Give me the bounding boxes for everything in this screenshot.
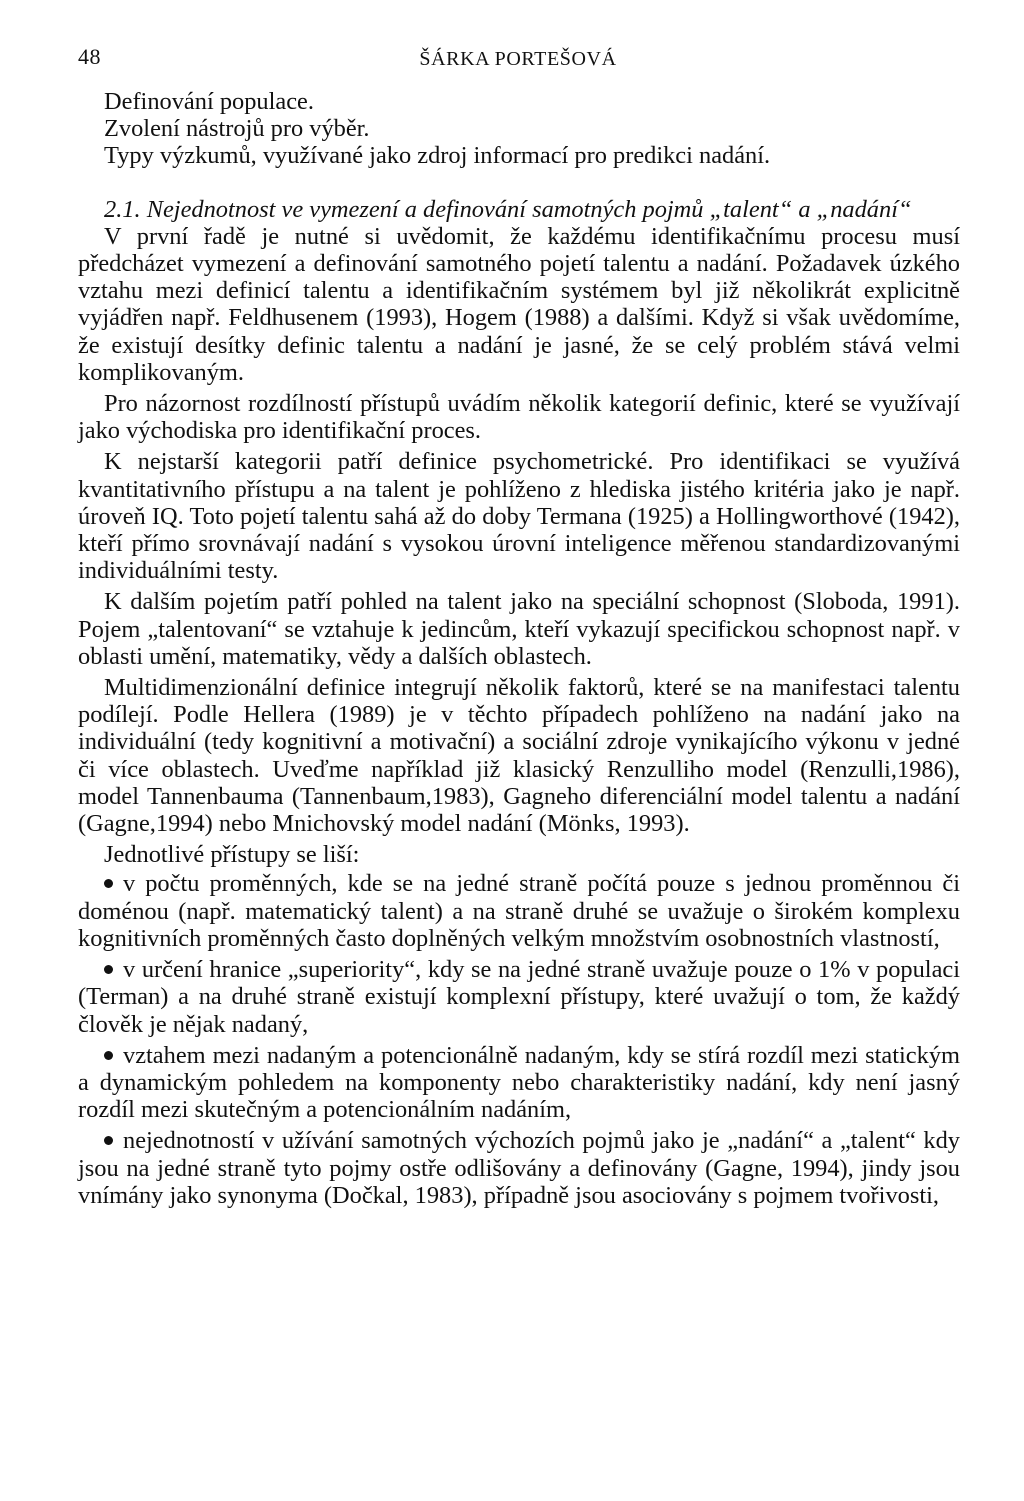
paragraph: Multidimenzionální definice integrují několik faktorů, které se na manifestaci talentu podílejí. Podle Hellera (1989) je v těchto případech pohlíženo na nadání jako na individuální (tedy kognitivní a motivační) a sociální zdroje vynikajícího výkonu v jedné či více oblastech. Uveďme například již klasický Renzulliho model (Renzulli,1986), model Tannenbauma (Tannenbaum,1983), Gagneho diferenciální model talentu a nadání (Gagne,1994) nebo Mnichovský model nadání (Mönks, 1993). [78,674,960,838]
bullet-text: v počtu proměnných, kde se na jedné straně počítá pouze s jednou proměnnou či doménou (např. matematický talent) a na straně druhé se uvažuje o širokém komplexu kognitivních proměnných často doplněných velkým množstvím osobnostních vlastností, [78,870,960,952]
intro-line: Zvolení nástrojů pro výběr. [104,115,370,143]
section-heading [78,196,960,223]
running-head [78,44,958,74]
intro-line: Definování populace. [104,88,314,115]
intro-line: Typy výzkumů, využívané jako zdroj informací pro predikci nadání. [104,142,771,170]
bullet-text: nejednotností v užívání samotných výchozích pojmů jako je „nadání“ a „talent“ kdy jsou na jedné straně tyto pojmy ostře odlišovány a definovány (Gagne, 1994), jindy jsou vnímány jako synonyma (Dočkal, 1983), případně jsou asociovány s pojmem tvořivosti, [78,1127,960,1209]
bullet-icon [104,879,113,888]
section-number: 2.1. [104,195,141,223]
bullet-icon [104,1136,113,1145]
bullet-item [78,1127,960,1209]
section-title: Nejednotnost ve vymezení a definování samotných pojmů „talent“ a „nadání“ [146,195,912,223]
bullet-item [78,956,960,1038]
bullet-item [78,1042,960,1124]
intro-list [78,88,960,170]
paragraph: Jednotlivé přístupy se liší: [104,841,360,869]
paragraph: V první řadě je nutné si uvědomit, že každému identifikačnímu procesu musí předcházet vymezení a definování samotného pojetí talentu a nadání. Požadavek úzkého vztahu mezi definicí talentu a identifikačním systémem byl již několikrát explicitně vyjádřen např. Feldhusenem (1993), Hogem (1988) a dalšími. Když si však uvědomíme, že existují desítky definic talentu a nadání je jasné, že se celý problém stává velmi komplikovaným. [78,222,960,386]
bullet-item [78,870,960,952]
page-number: 48 [78,44,101,69]
bullet-text: v určení hranice „superiority“, kdy se na jedné straně uvažuje pouze o 1% v populaci (Terman) a na druhé straně existují komplexní přístupy, které uvažují o tom, že každý člověk je nějak nadaný, [78,956,960,1038]
paragraph: K dalším pojetím patří pohled na talent jako na speciální schopnost (Sloboda, 1991). Pojem „talentovaní“ se vztahuje k jedincům, kteří vykazují specifickou schopnost např. v oblasti umění, matematiky, vědy a dalších oblastech. [78,588,960,670]
paragraph: K nejstarší kategorii patří definice psychometrické. Pro identifikaci se využívá kvantitativního přístupu a na talent je pohlíženo z hlediska jistého kritéria jako je např. úroveň IQ. Toto pojetí talentu sahá až do doby Termana (1925) a Hollingworthové (1942), kteří přímo srovnávají nadání s vysokou úrovní inteligence měřenou standardizovanými individuálními testy. [78,448,960,585]
body-text [78,88,960,1213]
bullet-text: vztahem mezi nadaným a potencionálně nadaným, kdy se stírá rozdíl mezi statickým a dynamickým pohledem na komponenty nebo charakteristiky nadání, kdy není jasný rozdíl mezi skutečným a potencionálním nadáním, [78,1041,960,1124]
bullet-list [78,870,960,1208]
bullet-icon [104,1051,113,1060]
paragraph: Pro názornost rozdílností přístupů uvádím několik kategorií definic, které se využívají jako východiska pro identifikační proces. [78,390,960,445]
bullet-icon [104,965,113,974]
running-head-author: ŠÁRKA PORTEŠOVÁ [419,48,617,70]
